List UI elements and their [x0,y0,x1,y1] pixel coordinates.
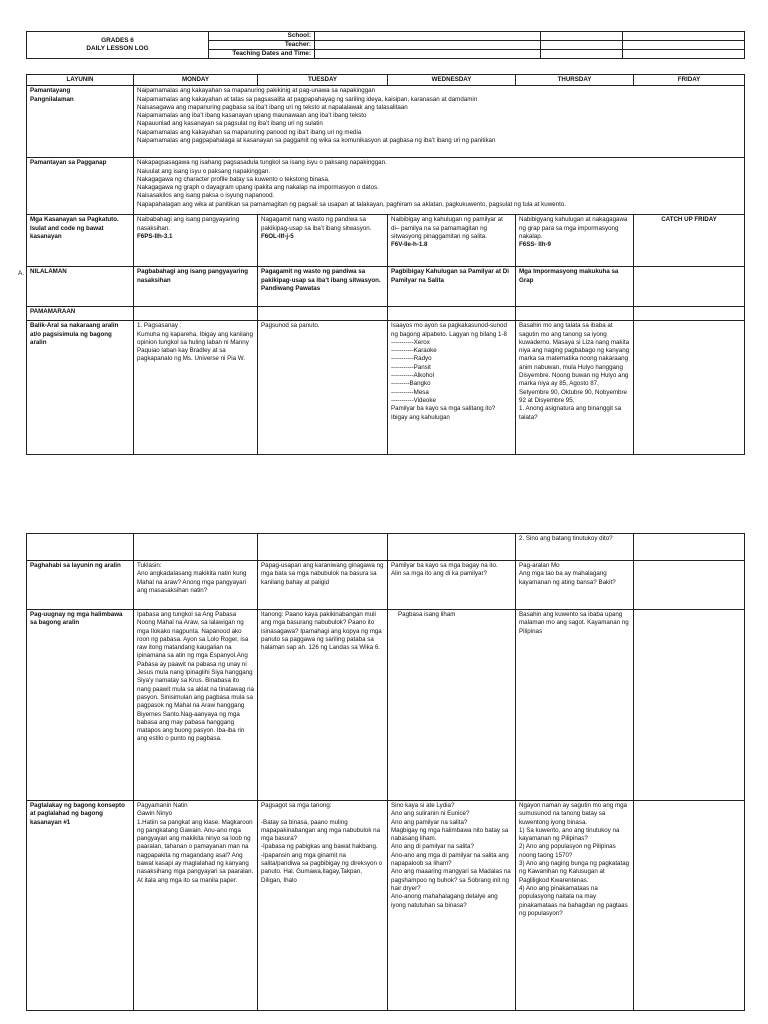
grade-label: GRADES 6 [101,37,134,44]
row-pagtalakay [27,801,745,1011]
paghahabi-monday: Tuklasin: Ano angkadalasang makikita natin kung Mahal na araw? Anong mga pangyayari ang masasaksihan natin? [134,561,258,610]
kasanayan-wednesday-code: F6V-IIe-h-1.8 [391,241,428,249]
pag-uugnay-monday: Ipabasa ang tungkol sa Ang Pabasa Noong Mahal na Araw, sa lalawigan ng mga Ilokako nagpunta. Napanood ako roon ng pabasa. Ayon sa Lolo Roger, isa raw itong matandang kaugalian na ipinamana sa atin ng mga Espanyol.Ang Pabasa ay paawit na pabasa ng unay ni Jesus mula nang ipinaglihi Siya hanggang Siya’y namatay sa Krus. Binabasa ito nang paawit mula sa aklat na tinatawag na pasyon. Sinisimulan ang pagbasa mula sa pagpasok ng Mahal na Araw hanggang Biyernes Santo.Nag-aanyaya ng mga babasa ang may pabasa hanggang matapos ang buong pasyon. Iba-iba rin ang estilo o punto ng pagbasa. [134,610,258,801]
row-pamantayan-sa-pagganap [27,158,745,215]
row-continuation [27,534,745,561]
paghahabi-wednesday: Pamilyar ba kayo sa mga bagay na ito. Alin sa mga ito ang di ka pamilyar? [388,561,516,610]
label-pag-uugnay: Pag-uugnay ng mga halimbawa sa bagong aralin [27,610,134,801]
dates-field[interactable] [315,50,541,59]
pamamaraan-thursday [516,307,634,321]
nilalaman-friday [634,267,745,307]
kasanayan-monday [134,215,258,267]
pag-uugnay-thursday: Basahin ang kuwento sa ibaba upang malaman mo ang sagot. Kayamanan ng Pilipinas [516,610,634,801]
teacher-field[interactable] [315,41,541,50]
kasanayan-monday-text: Naibabahagi ang isang pangyayaring nasaksihan. [137,216,240,232]
label-nilalaman: NILALAMAN [27,267,134,307]
kasanayan-thursday-code: F6SS- IIh-9 [519,241,551,249]
cont-wednesday [388,534,516,561]
section-letter-a: A. [18,270,25,277]
kasanayan-tuesday-code: F6OL-IIf-j-5 [261,232,294,240]
label-pagtalakay: Pagtalakay ng bagong konsepto at paglalahad ng bagong kasanayan #1 [27,801,134,1011]
pagtalakay-wednesday: Sino kaya si ate Lydia? Ano ang suliranin ni Eunice? Ano ang pamilyar na salita? Magbigay ng mga halimbawa nito batay sa nabasang liham. Ano ang di pamilyar na salita? Ano-ano ang mga di pamilyar na salita ang napapaloob sa liham? Ano ang maaaring mangyari sa Madalas na pagshampoo ng buhok? sa Sobrang init ng hair dryer? Ano-anong mahahalagang detalye ang iyong natutuhan sa binasa? [388,801,516,1011]
cont-thursday: 2. Sino ang batang tinutukoy dito? [516,534,634,561]
dates-extra-1[interactable] [541,50,623,59]
teacher-label: Teacher: [209,41,315,50]
pagtalakay-tuesday: Pagsagot sa mga tanong: -Batay sa binasa, paano muling mapapakinabangan ang mga nabubulok na mga basura? -Ipabasa ng pabigkas ang bawat hakbang. -Ipapansin ang mga ginamit na salita/pandiwa sa pagbibigay ng direksyon o panuto. Hal. Gumawa,Ilagay,Takpan, Diligan, Ihalo [258,801,388,1011]
school-extra-1[interactable] [541,32,623,41]
balik-aral-friday [634,321,745,455]
header-block [26,31,744,59]
dates-label: Teaching Dates and Time: [209,50,315,59]
school-extra-2[interactable] [623,32,745,41]
school-field[interactable] [315,32,541,41]
kasanayan-wednesday [388,215,516,267]
text-pamantayan-sa-pagganap: Nakapagsasagawa ng isahang pagsasadula tungkol sa isang isyu o paksang napakinggan. Naiuulat ang isang isyu o paksang napakinggan. Nakagagawa ng character profile batay sa kuwento o tekstong binasa. Nakagagawa ng graph o dayagram upang ipakita ang nakalap na impormasyon o datos. Naisasakilos ang isang paksa o isyung napanood. Napapahalagan ang wika at panitikan sa pamamagitan ng pagsali sa usapan at talakayan, paghiram sa aklatan, pagkukuwento, pagsulat ng tula at kuwento. [134,158,745,215]
row-pamamaraan [27,307,745,321]
balik-aral-thursday: Basahin mo ang talata sa ibaba at sagutin mo ang tanong sa iyong kuwaderno. Masaya si Liza nang makita niya ang naging pagbabago ng kanyang marka sa matematika noong nakaraang anim nabuwan, mula Hulyo hanggang Disyembre. Noong buwan ng Hulyo ang marka niya ay 85, Agosto 87, Setyembre 90, Oktubre 90, Nobyembre 92 at Disyembre 95. 1. Anong asignatura ang binanggit sa talata? [516,321,634,455]
row-nilalaman [27,267,745,307]
nilalaman-wednesday: Pagbibigay Kahulugan sa Pamilyar at Di Pamilyar na Salita [388,267,516,307]
balik-aral-wednesday: Isaayos mo ayon sa pagkakasunod-sunod ng bagong alpabeto. Lagyan ng bilang 1-8 -----------Xerox -----------Karaoke -----------Radyo -----------Pansit -----------Alkohol ---------Bangko -----------Mesa -----------Videoke Pamilyar ba kayo sa mga salitang ito? Ibigay ang kahulugan [388,321,516,455]
kasanayan-thursday-text: Nabibigyang kahulugan at nakagagawa ng grap para sa mga impormasyong nakalap. [519,216,628,240]
kasanayan-monday-code: F6PS-IIh-3.1 [137,232,173,240]
pamamaraan-wednesday [388,307,516,321]
label-paghahabi: Paghahabi sa layunin ng aralin [27,561,134,610]
kasanayan-wednesday-text: Naibibigay ang kahulugan ng pamilyar at di– pamilya na sa pamamagitan ng sitwasyong pinaggamitan ng salita. [391,216,503,240]
paghahabi-friday [634,561,745,610]
text-pamantayang-pangnilalaman: Naipamamalas ang kakayahan sa mapanuring pakikinig at pag-unawa sa napakinggan Naipamamalas ang kakayahan at tatas sa pagsasalita at pagpapahayag ng sariling ideya, kaisipan, karanasan at damdamin Naisasagawa ang mapanuring pagbasa sa iba’t ibang uri ng teksto at napalalawak ang talasalitaan Naipamamalas ang iba’t ibang kasanayan upang maunawaan ang iba’t ibang teksto Napauunlad ang kasanayan sa pagsulat ng iba’t ibang uri ng sulatin Naipamamalas ang kakayahan sa mapanuring panood ng iba’t ibang uri ng media Naipamamalas ang pagpapahalaga at kasanayan sa paggamit ng wika sa komunikasyon at pagbasa ng iba’t ibang uri ng panitikan [134,86,745,158]
pagtalakay-monday: Pagyamanin Natin Gawin Ninyo 1.Hatiin sa pangkat ang klase. Magkaroon ng pangkatang Gawain. Anu-ano mga pangyayari ang makikita ninyo sa loob ng paaralan, tahanan o pamayanan man na nagpapakita ng magandang asal? Ang bawat kasapi ay maglalahad ng kanyang nasaksihang mga pangyayari sa paaralan. At itala ang mga ito sa manila paper. [134,801,258,1011]
teacher-extra-1[interactable] [541,41,623,50]
label-pamantayang-pangnilalaman: Pamantayang Pangnilalaman [27,86,134,158]
kasanayan-friday: CATCH UP FRIDAY [634,215,745,267]
cont-monday [134,534,258,561]
pamamaraan-friday [634,307,745,321]
dates-extra-2[interactable] [623,50,745,59]
col-tuesday: TUESDAY [258,75,388,86]
balik-aral-tuesday: Pagsunod sa panuto. [258,321,388,455]
kasanayan-tuesday-text: Nagagamit nang wasto ng pandiwa sa pakikipag-usap sa iba’t ibang sitwasyon. [261,216,372,232]
school-label: School: [209,32,315,41]
kasanayan-thursday [516,215,634,267]
label-pamamaraan: PAMAMARAAN [27,307,134,321]
col-monday: MONDAY [134,75,258,86]
pag-uugnay-tuesday: Itanong: Paano kaya pakikinabangan muli ang mga basurang nabubulok? Paano ito isinasagawa? Ipamahagi ang kopya ng mga panuto sa paggawa ng sariling pataba sa halaman sap ah. 126 ng Landas sa Wika 6. [258,610,388,801]
column-header-row [27,75,745,86]
cont-label [27,534,134,561]
pamamaraan-tuesday [258,307,388,321]
col-thursday: THURSDAY [516,75,634,86]
teacher-extra-2[interactable] [623,41,745,50]
paghahabi-tuesday: Papag-usapan ang karaniwang ginagawa ng mga bata sa mga nabubulok na basura sa kanilang bahay at paligid [258,561,388,610]
col-layunin: LAYUNIN [27,75,134,86]
label-pamantayan-sa-pagganap: Pamantayan sa Pagganap [27,158,134,215]
row-mga-kasanayan [27,215,745,267]
row-pamantayang-pangnilalaman [27,86,745,158]
row-pag-uugnay [27,610,745,801]
nilalaman-monday: Pagbabahagi ang isang pangyayaring nasaksihan [134,267,258,307]
kasanayan-tuesday [258,215,388,267]
pagtalakay-thursday: Ngayon naman ay sagutin mo ang mga sumusunod na tanong batay sa kuwentong iyong binasa. 1) Sa kuwento, ano ang tinutukoy na kayamanan ng Pilipinas? 2) Ano ang populasyon ng Pilipinas noong taong 1570? 3) Ano ang naging bunga ng pagkatatag ng Kawanihan ng Kalusugan at Pagliligkod Kwarentenas. 4) Ano ang pinakamataas na populasyong naitala na may pinakamataas na bahagdan ng pagtaas ng populasyon? [516,801,634,1011]
cont-friday [634,534,745,561]
balik-aral-monday: 1. Pagsasanay : Kumuha ng kapareha. Ibigay ang kanilang opinion tungkol sa huling laban ni Manny Paquiao laban kay Bradley at sa pagkapanalo ng Ms. Universe ni Pia W. [134,321,258,455]
paghahabi-thursday: Pag-aralan Mo Ang mga tao ba ay mahalagang kayamanan ng ating bansa? Bakit? [516,561,634,610]
grade-cell [27,32,209,59]
row-balik-aral [27,321,745,455]
label-mga-kasanayan: Mga Kasanayan sa Pagkatuto. Isulat and code ng bawat kasanayan [27,215,134,267]
pamamaraan-monday [134,307,258,321]
label-balik-aral: Balik-Aral sa nakaraang aralin at/o pagsisimula ng bagong aralin [27,321,134,455]
nilalaman-thursday: Mga Impormasyong makukuha sa Grap [516,267,634,307]
pag-uugnay-friday [634,610,745,801]
lesson-table-1 [26,74,744,455]
pag-uugnay-wednesday: Pagbasa isang liham [388,610,516,801]
nilalaman-tuesday: Pagagamit ng wasto ng pandiwa sa pakikipag-usap sa iba’t ibang sitwasyon. Pandiwang Pawatas [258,267,388,307]
log-title: DAILY LESSON LOG [86,45,149,52]
header-table [26,31,745,59]
col-friday: FRIDAY [634,75,745,86]
col-wednesday: WEDNESDAY [388,75,516,86]
row-paghahabi [27,561,745,610]
pagtalakay-friday [634,801,745,1011]
lesson-table-2 [26,533,744,1011]
cont-tuesday [258,534,388,561]
